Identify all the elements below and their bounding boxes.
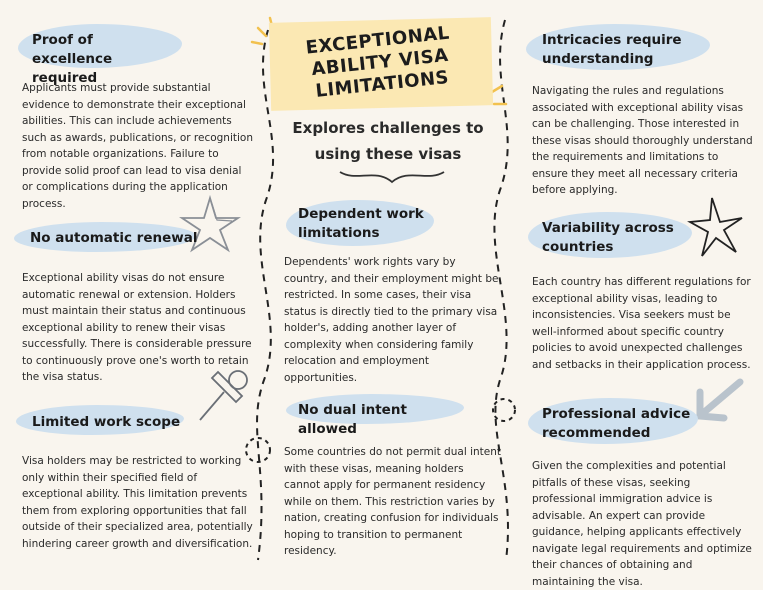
page-title: EXCEPTIONAL ABILITY VISA LIMITATIONS <box>304 22 451 102</box>
page-subtitle: Explores challenges to using these visas <box>292 119 484 163</box>
section-body: Each country has different regulations for exceptional ability visas, leading to inconsistencies. Visa seekers must be well-informed about specific country policies to avoid unexpected challenges and setbacks in their application process. <box>532 276 751 371</box>
section-heading: No dual intent allowed <box>298 402 407 437</box>
section-body: Exceptional ability visas do not ensure automatic renewal or extension. Holders must maintain their status and continuous exceptional ability to renew their visas successfully. There is considerable pressure to continuously prove one's worth to retain the visa status. <box>22 272 252 383</box>
section-heading: Proof of excellence required <box>32 32 113 86</box>
section-heading: Variability across countries <box>542 220 674 255</box>
section-body: Applicants must provide substantial evidence to demonstrate their exceptional abilities. This can include achievements such as awards, publications, or recognition from notable organizations. Failure to provide solid proof can lead to visa denial or complications during the application process. <box>22 82 253 210</box>
section-body: Visa holders may be restricted to working only within their specified field of exceptional ability. This limitation prevents them from exploring opportunities that fall outside of their specialized area, potentially hindering career growth and diversification. <box>22 455 253 550</box>
section-heading: Dependent work limitations <box>298 206 424 241</box>
arrow-icon <box>700 382 740 418</box>
section-heading: Intricacies require understanding <box>542 32 682 67</box>
brace-icon <box>340 172 444 182</box>
section-heading: Limited work scope <box>32 414 181 430</box>
section-body: Some countries do not permit dual intent with these visas, meaning holders cannot apply for permanent residency while on them. This restriction varies by nation, creating confusion for individuals hoping to transition to permanent residency. <box>284 446 501 557</box>
section-body: Dependents' work rights vary by country, and their employment might be restricted. In some cases, their visa status is directly tied to the primary visa holder's, adding another layer of complexity when considering family relocation and employment opportunities. <box>284 256 499 384</box>
section-body: Given the complexities and potential pitfalls of these visas, seeking professional immigration advice is advisable. An expert can provide guidance, helping applicants effectively navigate legal requirements and optimize their chances of obtaining and maintaining the visa. <box>532 460 752 588</box>
section-heading: No automatic renewal <box>30 230 198 246</box>
section-body: Navigating the rules and regulations associated with exceptional ability visas can be challenging. Those interested in these visas should thoroughly understand the requirements and limitations to ensure they meet all necessary criteria before applying. <box>532 85 753 196</box>
section-heading: Professional advice recommended <box>542 406 691 441</box>
sparkle-icon <box>690 198 742 256</box>
